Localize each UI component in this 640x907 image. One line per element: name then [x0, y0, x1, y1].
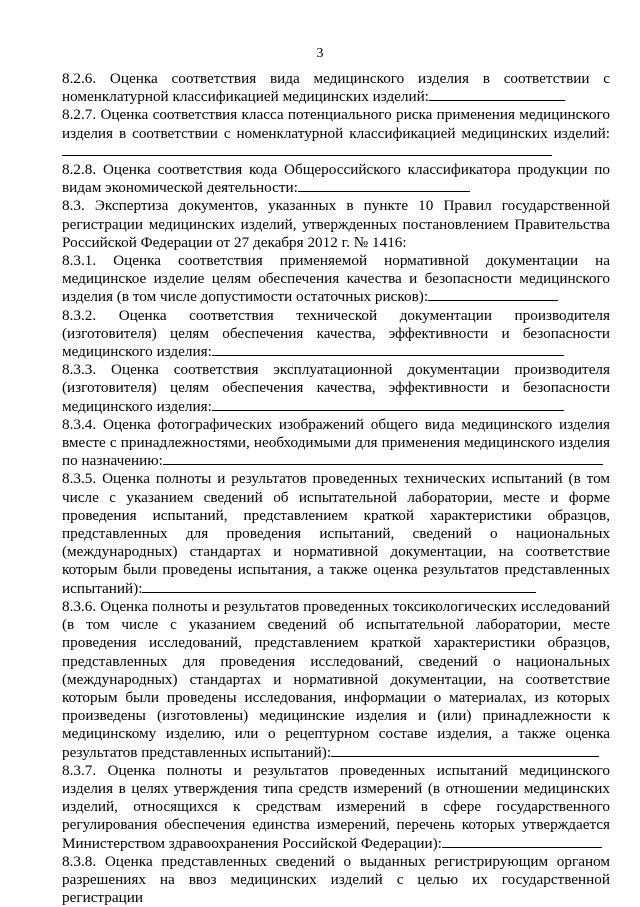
- section-paragraph: [62, 197, 610, 252]
- section-paragraph: [62, 762, 610, 853]
- section-number: 8.2.8.: [62, 161, 97, 179]
- section-paragraph: [62, 252, 610, 307]
- section-number: 8.3.5.: [62, 470, 97, 488]
- fill-in-blank[interactable]: [62, 143, 552, 156]
- section-text: Оценка представленных сведений о выданных регистрирующим органом разрешениях на ввоз медицинских изделий с целью их государственной регистрации: [62, 852, 610, 907]
- fill-in-blank[interactable]: [212, 398, 564, 411]
- section-paragraph: [62, 598, 610, 762]
- section-number: 8.3.3.: [62, 361, 97, 379]
- section-paragraph: [62, 307, 610, 362]
- section-number: 8.3.7.: [62, 761, 97, 779]
- section-paragraph: [62, 416, 610, 471]
- section-text: Оценка полноты и результатов проведенных токсикологических исследований (в том числе с указанием сведений об испытательной лаборатории, месте проведения исследований, представлением краткой характеристики образцов, представленных для проведения исследований, сведений о национальных (международных) стандартах и нормативной документации, на соответствие которым были проведены исследования, информации о материалах, из которых произведены (изготовлены) медицинские изделия и (или) принадлежности к медицинскому изделию, или о рецептурном составе изделия, а также оценка результатов представленных испытаний):: [62, 597, 610, 761]
- section-text: Оценка соответствия кода Общероссийского классификатора продукции по видам экономической деятельности:: [62, 161, 610, 197]
- fill-in-blank[interactable]: [442, 835, 602, 848]
- fill-in-blank[interactable]: [298, 179, 470, 192]
- section-paragraph: [62, 853, 610, 907]
- section-paragraph: [62, 70, 610, 106]
- section-number: 8.3.2.: [62, 306, 97, 324]
- section-text: Оценка соответствия применяемой нормативной документации на медицинское изделие целям обеспечения качества и безопасности медицинского изделия (в том числе допустимости остаточных рисков):: [62, 252, 610, 306]
- section-text: Оценка фотографических изображений общего вида медицинского изделия вместе с принадлежностями, необходимыми для применения медицинского изделия по назначению:: [62, 415, 610, 470]
- section-number: 8.2.7.: [62, 106, 97, 124]
- section-text: Экспертиза документов, указанных в пункте 10 Правил государственной регистрации медицинских изделий, утвержденных постановлением Правительства Российской Федерации от 27 декабря 2012 г. № 1416:: [62, 197, 610, 251]
- document-body: [62, 70, 610, 907]
- fill-in-blank[interactable]: [163, 452, 603, 465]
- section-text: Оценка соответствия класса потенциального риска применения медицинского изделия в соответствии с номенклатурной классификацией медицинских изделий:: [62, 106, 610, 142]
- fill-in-blank[interactable]: [428, 288, 558, 301]
- section-paragraph: [62, 106, 610, 161]
- section-paragraph: [62, 361, 610, 416]
- fill-in-blank[interactable]: [212, 343, 564, 356]
- fill-in-blank[interactable]: [331, 744, 599, 757]
- fill-in-blank[interactable]: [142, 580, 536, 593]
- section-number: 8.3.8.: [62, 852, 97, 870]
- section-text: Оценка соответствия технической документации производителя (изготовителя) целям обеспечения качества, эффективности и безопасности медицинского изделия:: [62, 306, 610, 361]
- section-number: 8.3.4.: [62, 415, 97, 433]
- section-number: 8.3.6.: [62, 597, 97, 615]
- page-number: 3: [316, 46, 324, 61]
- section-text: Оценка полноты и результатов проведенных технических испытаний (в том числе с указанием сведений об испытательной лаборатории, месте и форме проведения испытаний, представлением краткой характеристики образцов, представленных для проведения испытаний, сведений о национальных (международных) стандартах и нормативной документации, на соответствие которым были проведены испытания, а также оценка результатов представленных испытаний):: [62, 470, 610, 597]
- section-text: Оценка соответствия вида медицинского изделия в соответствии с номенклатурной классификацией медицинских изделий:: [62, 70, 610, 106]
- section-paragraph: [62, 161, 610, 197]
- section-number: 8.3.1.: [62, 252, 97, 270]
- section-text: Оценка полноты и результатов проведенных испытаний медицинского изделия в целях утверждения типа средств измерений (в отношении медицинских изделий, относящихся к средствам измерений в сфере государственного регулирования обеспечения единства измерений, перечень которых утверждается Министерством здравоохранения Российской Федерации):: [62, 761, 610, 852]
- fill-in-blank[interactable]: [429, 88, 565, 101]
- section-number: 8.2.6.: [62, 70, 97, 87]
- section-paragraph: [62, 470, 610, 597]
- section-number: 8.3.: [62, 197, 85, 215]
- section-text: Оценка соответствия эксплуатационной документации производителя (изготовителя) целям обеспечения качества, эффективности и безопасности медицинского изделия:: [62, 361, 610, 415]
